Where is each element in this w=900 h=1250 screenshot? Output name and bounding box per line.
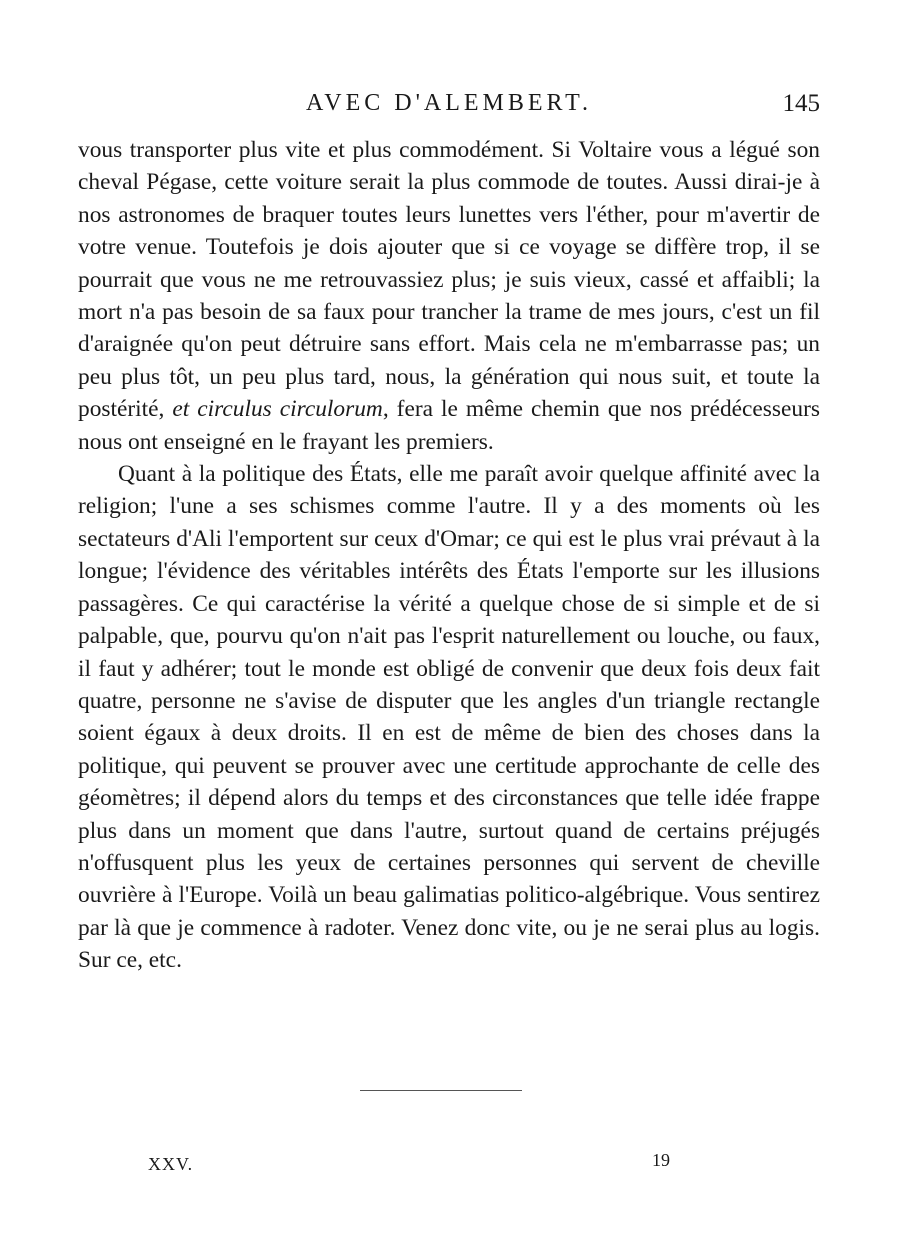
running-title: AVEC D'ALEMBERT. (306, 90, 592, 116)
running-header (78, 90, 820, 124)
paragraph-2-text: Quant à la politique des États, elle me paraît avoir quelque affinité avec la religion; l'une a ses schismes comme l'autre. Il y a des moments où les sectateurs d'Ali l'emportent sur ceux d'Omar; ce qui est le plus vrai prévaut à la longue; l'évidence des véritables intérêts des États l'emporte sur les illusions passagères. Ce qui caractérise la vérité a quelque chose de si simple et de si palpable, que, pourvu qu'on n'ait pas l'esprit naturellement ou louche, ou faux, il faut y adhérer; tout le monde est obligé de convenir que deux fois deux fait quatre, personne ne s'avise de disputer que les angles d'un triangle rectangle soient égaux à deux droits. Il en est de même de bien des choses dans la politique, qui peuvent se prouver avec une certitude approchante de celle des géomètres; il dépend alors du temps et des circonstances que telle idée frappe plus dans un moment que dans l'autre, surtout quand de certains préjugés n'offusquent plus les yeux de certaines personnes qui servent de cheville ouvrière à l'Europe. Voilà un beau galimatias politico-algébrique. Vous sentirez par là que je commence à radoter. Venez donc vite, ou je ne serai plus au logis. Sur ce, etc. (78, 461, 820, 974)
paragraph-1-text-b: , fera le même chemin que nos prédécesseurs nous ont enseigné en le frayant les premiers. (78, 396, 820, 455)
paragraph-1-text-a: vous transporter plus vite et plus commodément. Si Voltaire vous a légué son cheval Pégase, cette voiture serait la plus commode de toutes. Aussi dirai-je à nos astronomes de braquer toutes leurs lunettes vers l'éther, pour m'avertir de votre venue. Toutefois je dois ajouter que si ce voyage se diffère trop, il se pourrait que vous ne me retrouvassiez plus; je suis vieux, cassé et affaibli; la mort n'a pas besoin de sa faux pour trancher la trame de mes jours, c'est un fil d'araignée qu'on peut détruire sans effort. Mais cela ne m'embarrasse pas; un peu plus tôt, un peu plus tard, nous, la génération qui nous suit, et toute la postérité, (78, 137, 820, 423)
page-number: 145 (782, 90, 820, 117)
sheet-signature: 19 (652, 1150, 670, 1170)
paragraph-1 (78, 134, 820, 458)
paragraph-2 (78, 458, 820, 977)
volume-signature: XXV. (148, 1154, 194, 1174)
closing-rule (360, 1090, 522, 1091)
letter-body (78, 134, 820, 977)
latin-phrase: et circulus circulorum (172, 396, 383, 423)
